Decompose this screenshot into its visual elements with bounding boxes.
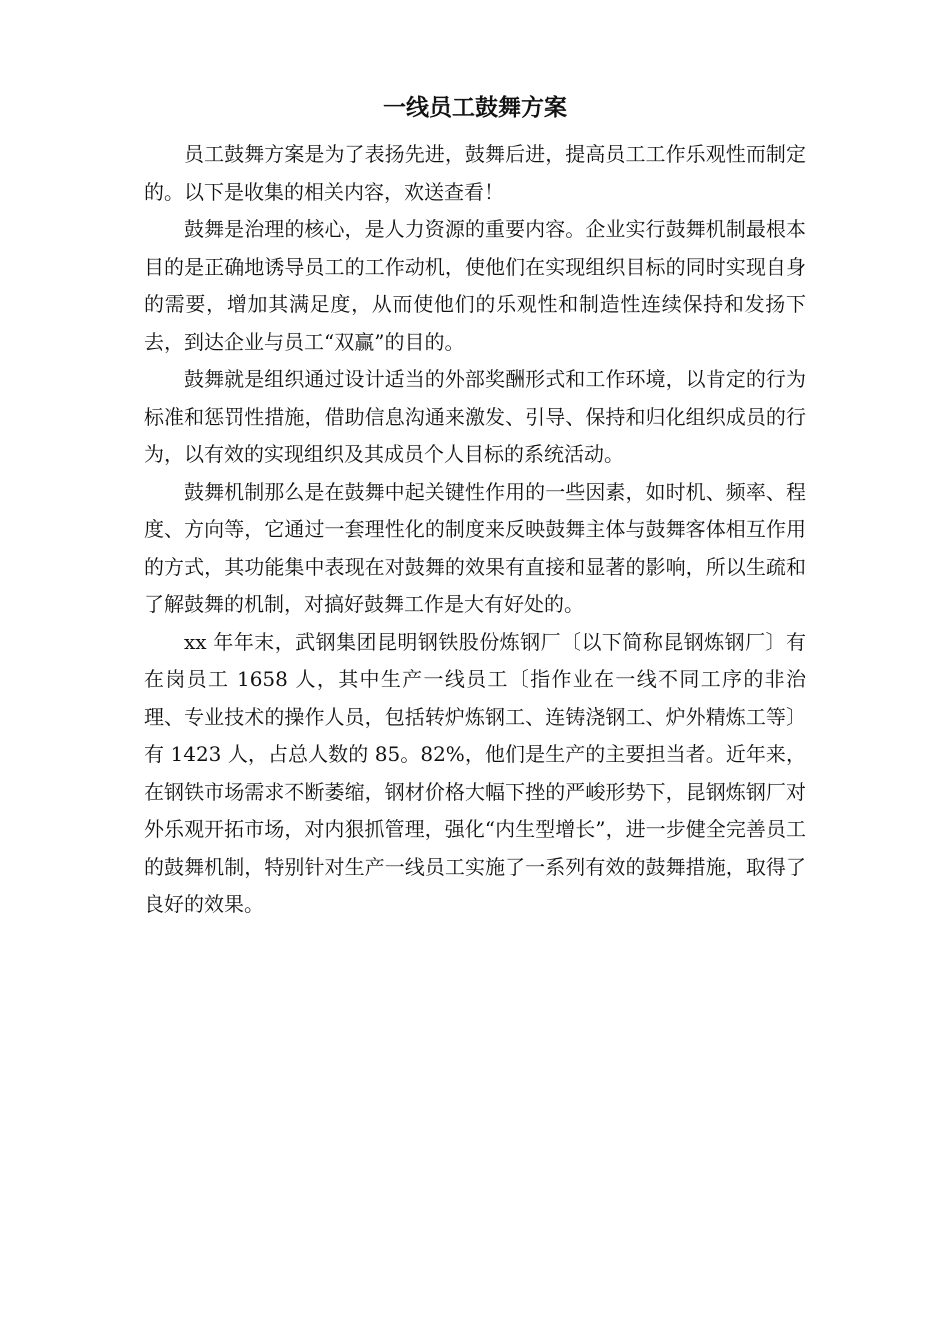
paragraph-1: 员工鼓舞方案是为了表扬先进，鼓舞后进，提高员工工作乐观性而制定的。以下是收集的相关内容，欢送查看！ xyxy=(144,142,806,204)
document-body xyxy=(144,136,806,924)
document-title: 一线员工鼓舞方案 xyxy=(383,94,567,121)
paragraph-4: 鼓舞机制那么是在鼓舞中起关键性作用的一些因素，如时机、频率、程度、方向等，它通过一套理性化的制度来反映鼓舞主体与鼓舞客体相互作用的方式，其功能集中表现在对鼓舞的效果有直接和显著的影响，所以生疏和了解鼓舞的机制，对搞好鼓舞工作是大有好处的。 xyxy=(144,479,806,616)
paragraph-5: xx 年年末，武钢集团昆明钢铁股份炼钢厂〔以下简称昆钢炼钢厂〕有在岗员工 1658 人，其中生产一线员工〔指作业在一线不同工序的非治理、专业技术的操作人员，包括转炉炼钢工、连铸浇钢工、炉外精炼工等〕有 1423 人，占总人数的 85。82%，他们是生产的主要担当者。近年来，在钢铁市场需求不断萎缩，钢材价格大幅下挫的严峻形势下，昆钢炼钢厂对外乐观开拓市场，对内狠抓管理，强化“内生型增长”，进一步健全完善员工的鼓舞机制，特别针对生产一线员工实施了一系列有效的鼓舞措施，取得了良好的效果。 xyxy=(144,629,806,916)
paragraph-2: 鼓舞是治理的核心，是人力资源的重要内容。企业实行鼓舞机制最根本目的是正确地诱导员工的工作动机，使他们在实现组织目标的同时实现自身的需要，增加其满足度，从而使他们的乐观性和制造性连续保持和发扬下去，到达企业与员工“双赢”的目的。 xyxy=(144,217,806,354)
paragraph-3: 鼓舞就是组织通过设计适当的外部奖酬形式和工作环境，以肯定的行为标准和惩罚性措施，借助信息沟通来激发、引导、保持和归化组织成员的行为，以有效的实现组织及其成员个人目标的系统活动。 xyxy=(144,367,806,466)
